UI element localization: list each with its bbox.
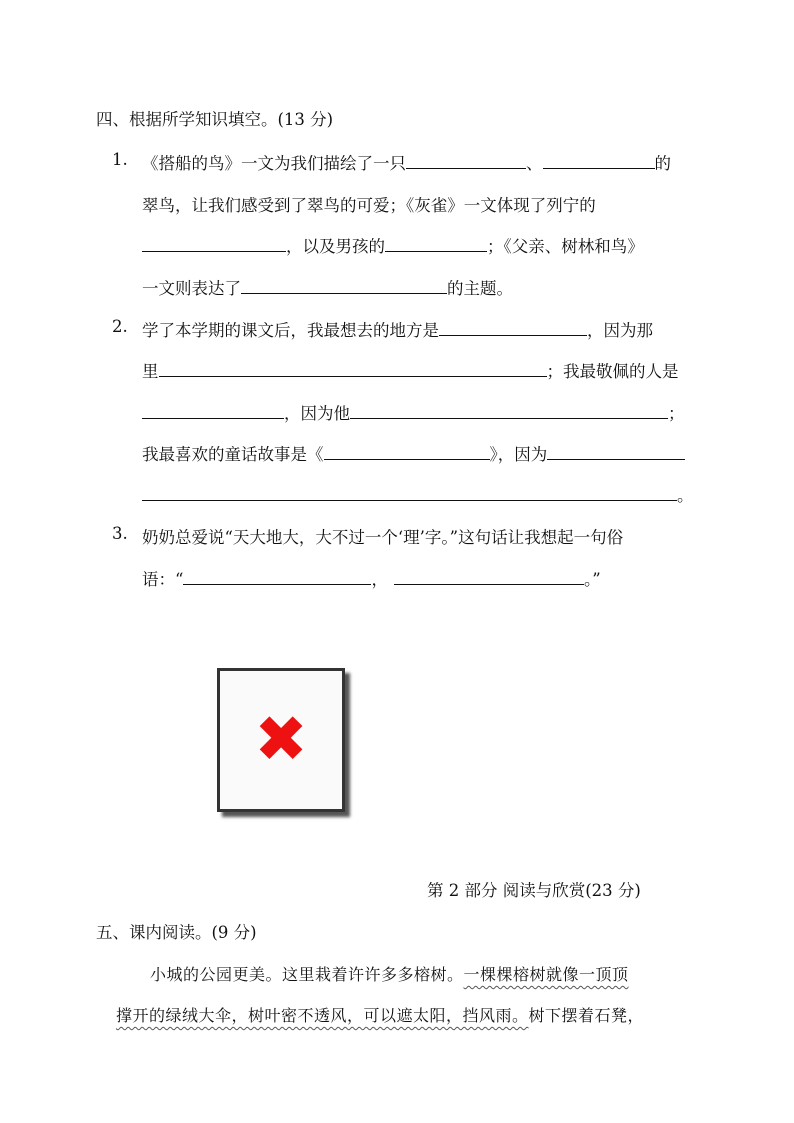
q3-line-2	[142, 566, 601, 590]
q3-text-a: 语：“	[142, 570, 184, 589]
broken-image	[217, 668, 345, 812]
q1-text-c: ；《父亲、树林和鸟》	[487, 237, 644, 256]
q2-text-c: 里	[142, 362, 159, 381]
q2-text-g: 我最喜欢的童话故事是《	[142, 445, 324, 464]
q2-text-e: ，因为他	[284, 404, 350, 423]
q2-text-i: 。	[677, 486, 694, 505]
q3-line-1: 奶奶总爱说“天大地大，大不过一个‘理’字。”这句话让我想起一句俗	[142, 528, 624, 547]
q2-blank-2[interactable]	[159, 360, 547, 377]
q1-blank-5[interactable]	[241, 277, 447, 294]
q2-text-b: ，因为那	[587, 321, 653, 340]
q2-blank-7[interactable]	[142, 500, 677, 501]
q1-blank-4[interactable]	[385, 235, 487, 252]
q2-text-f: ；	[668, 404, 685, 423]
reading-text-plain-1: 小城的公园更美。这里栽着许许多多榕树。	[150, 965, 464, 984]
q1-line-4	[142, 275, 513, 299]
q2-text-h: 》，因为	[489, 445, 548, 464]
section-5-heading: 五、课内阅读。(9 分)	[96, 923, 257, 942]
q1-text-e: 的主题。	[447, 279, 513, 298]
q1-blank-1[interactable]	[406, 152, 526, 169]
q1-line-1	[142, 150, 671, 174]
q1-line-2: 翠鸟，让我们感受到了翠鸟的可爱；《灰雀》一文体现了列宁的	[142, 196, 596, 215]
q2-blank-5[interactable]	[324, 443, 490, 460]
reading-paragraph-line-1	[150, 962, 629, 985]
reading-text-underlined-1: 一棵棵榕树就像一顶顶	[463, 965, 629, 984]
q1-text-b: ，以及男孩的	[286, 237, 385, 256]
part-2-heading: 第 2 部分 阅读与欣赏(23 分)	[427, 881, 641, 900]
reading-paragraph-line-2	[116, 1003, 644, 1026]
q3-text-end: 。”	[583, 570, 601, 589]
q2-line-1	[142, 317, 653, 341]
q2-number: 2.	[112, 317, 128, 336]
q1-blank-2[interactable]	[543, 152, 655, 169]
q2-line-5-end	[677, 482, 694, 506]
q2-blank-6[interactable]	[547, 443, 685, 460]
q3-blank-1[interactable]	[183, 568, 371, 585]
q1-number: 1.	[112, 150, 128, 169]
broken-image-icon: ✖	[254, 703, 308, 777]
q1-text-end: 的	[654, 154, 671, 173]
q1-blank-3[interactable]	[142, 235, 286, 252]
q2-blank-1[interactable]	[439, 319, 587, 336]
q1-separator: 、	[526, 154, 543, 173]
q1-text-d: 一文则表达了	[142, 279, 241, 298]
q1-text-a: 《搭船的鸟》一文为我们描绘了一只	[142, 154, 406, 173]
q2-line-3	[142, 400, 685, 424]
q2-text-d: ；我最敬佩的人是	[546, 362, 679, 381]
q2-blank-3[interactable]	[142, 402, 284, 419]
q3-blank-2[interactable]	[394, 568, 584, 585]
q1-line-3	[142, 233, 644, 257]
reading-text-plain-2: 树下摆着石凳，	[528, 1006, 645, 1025]
q2-text-a: 学了本学期的课文后，我最想去的地方是	[142, 321, 439, 340]
q2-line-4	[142, 441, 685, 465]
q3-separator: ，	[371, 570, 388, 589]
reading-text-underlined-2: 撑开的绿绒大伞，树叶密不透风，可以遮太阳，挡风雨。	[116, 1006, 529, 1025]
q3-number: 3.	[112, 524, 128, 543]
q2-line-2	[142, 358, 679, 382]
q2-blank-4[interactable]	[350, 402, 668, 419]
section-4-heading: 四、根据所学知识填空。(13 分)	[96, 110, 334, 129]
